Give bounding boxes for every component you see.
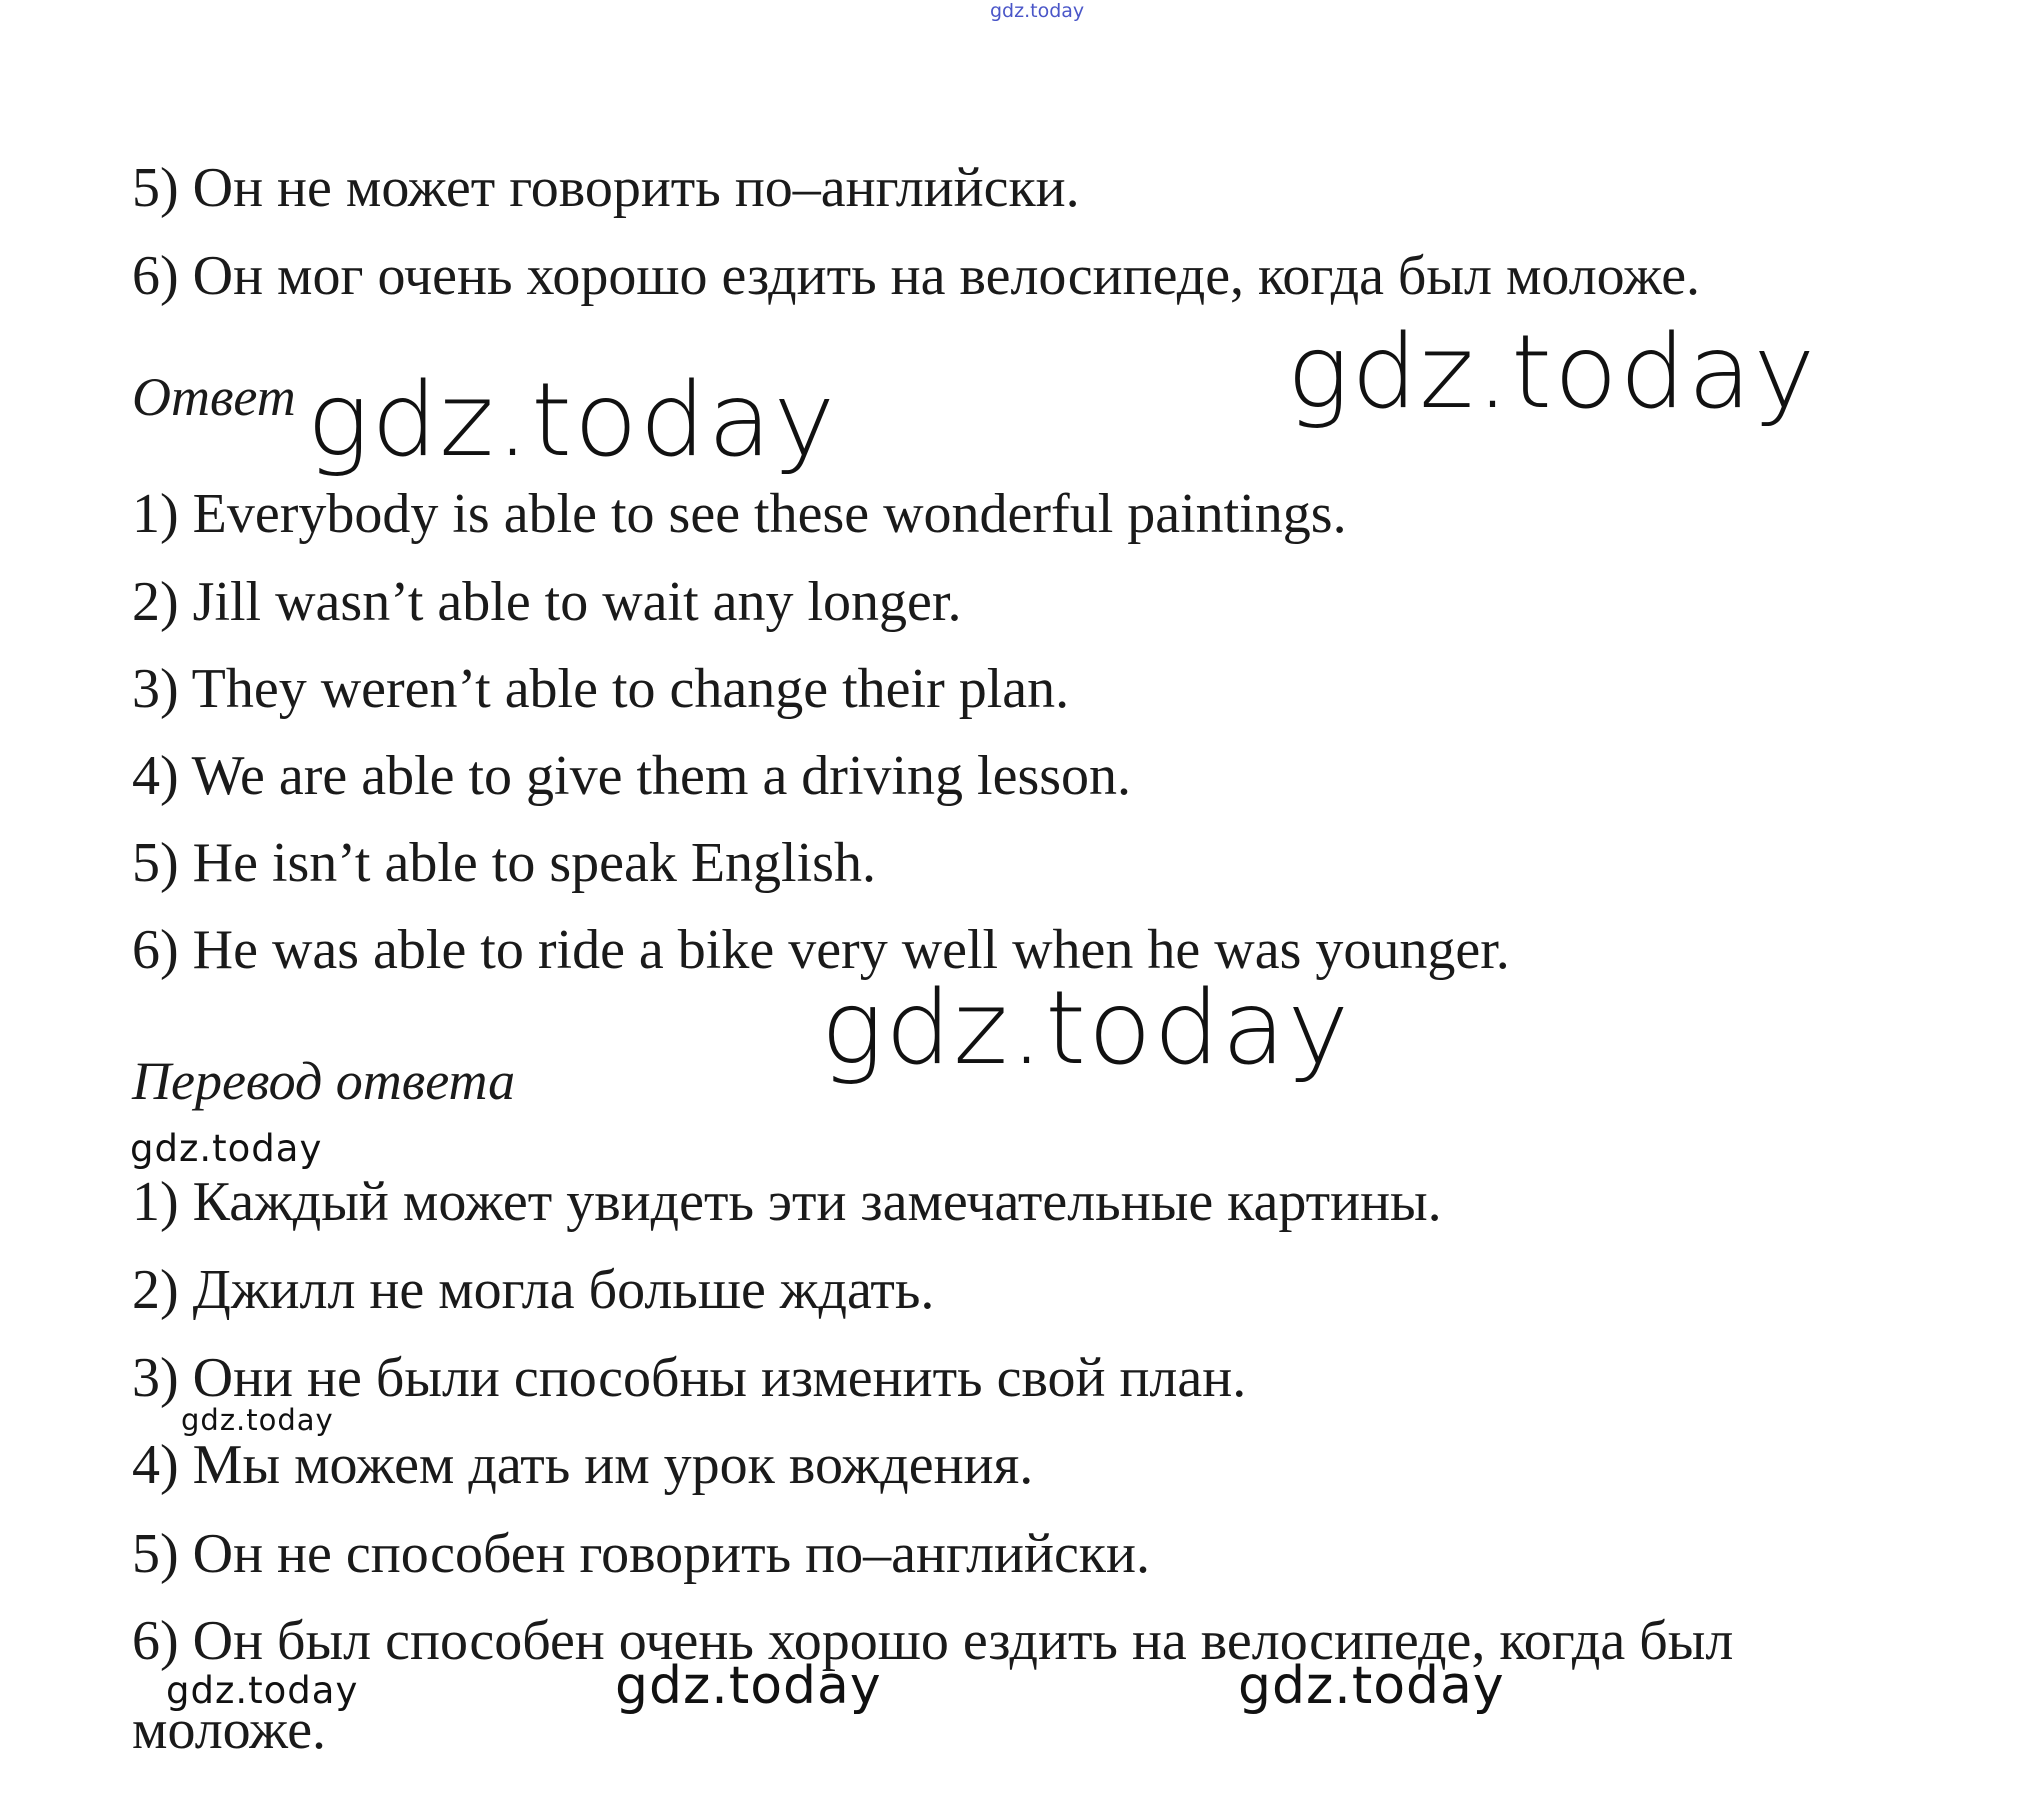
answer-line-3: 3) They weren’t able to change their plan. [132,658,1070,720]
task-line-5: 5) Он не может говорить по–английски. [132,157,1080,219]
answer-line-1: 1) Everybody is able to see these wonderful paintings. [132,483,1347,545]
translation-line-6-continued: моложе. [132,1699,327,1761]
translation-line-5: 5) Он не способен говорить по–английски. [132,1523,1150,1585]
task-line-6: 6) Он мог очень хорошо ездить на велосипеде, когда был моложе. [132,245,1701,307]
watermark-top: gdz.today [990,0,1085,22]
answer-line-6: 6) He was able to ride a bike very well when he was younger. [132,919,1510,981]
translation-line-1: 1) Каждый может увидеть эти замечательные картины. [132,1171,1442,1233]
answer-line-2: 2) Jill wasn’t able to wait any longer. [132,571,962,633]
watermark-answer-heading: gdz.today [306,361,838,480]
watermark-top-right: gdz.today [1286,313,1818,432]
watermark-bottom-center: gdz.today [615,1656,882,1716]
translation-line-2: 2) Джилл не могла больше ждать. [132,1259,935,1321]
watermark-bottom-right: gdz.today [1238,1656,1505,1716]
watermark-bottom-left: gdz.today [166,1669,359,1712]
watermark-between-3-4: gdz.today [181,1403,334,1437]
answer-heading: Ответ [132,367,296,427]
answer-line-4: 4) We are able to give them a driving lesson. [132,745,1132,807]
translation-line-3: 3) Они не были способны изменить свой план. [132,1347,1247,1409]
watermark-middle: gdz.today [820,969,1352,1088]
translation-heading: Перевод ответа [132,1051,516,1111]
watermark-before-translation: gdz.today [130,1127,323,1170]
answer-line-5: 5) He isn’t able to speak English. [132,832,876,894]
translation-line-4: 4) Мы можем дать им урок вождения. [132,1434,1034,1496]
translation-line-6: 6) Он был способен очень хорошо ездить на велосипеде, когда был [132,1610,1734,1672]
